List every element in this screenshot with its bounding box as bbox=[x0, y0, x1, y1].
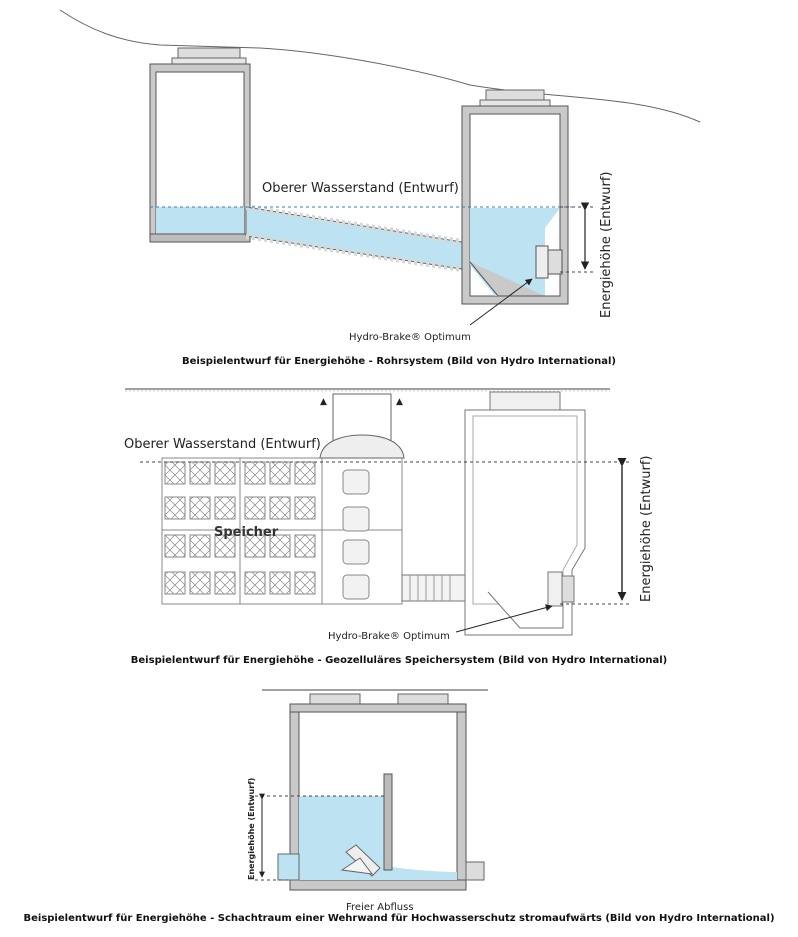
control-chamber bbox=[465, 392, 585, 635]
svg-text:▲: ▲ bbox=[320, 397, 327, 407]
svg-text:▲: ▲ bbox=[396, 397, 403, 407]
caption-weir-wall: Beispielentwurf für Energiehöhe - Schachtraum einer Wehrwand für Hochwasserschutz stromaufwärts (Bild von Hydro International) bbox=[23, 913, 775, 924]
energy-head-label: Energiehöhe (Entwurf) bbox=[639, 455, 654, 602]
storage-label: Speicher bbox=[214, 525, 279, 540]
outlet-pipe bbox=[402, 575, 472, 601]
water-level-label: Oberer Wasserstand (Entwurf) bbox=[262, 181, 459, 196]
caption-storage-system: Beispielentwurf für Energiehöhe - Geozelluläres Speichersystem (Bild von Hydro International) bbox=[130, 655, 668, 666]
caption-pipe-system: Beispielentwurf für Energiehöhe - Rohrsystem (Bild von Hydro International) bbox=[182, 356, 616, 367]
left-manhole bbox=[150, 48, 250, 242]
geocellular-storage-diagram bbox=[0, 380, 798, 650]
weir-wall-chamber-diagram bbox=[0, 680, 798, 915]
access-shaft bbox=[320, 394, 404, 458]
weir-chamber bbox=[278, 694, 484, 890]
energy-head-label: Energiehöhe (Entwurf) bbox=[247, 777, 256, 880]
device-label: Hydro-Brake® Optimum bbox=[328, 631, 450, 642]
connecting-pipe bbox=[246, 207, 468, 270]
water-level-label: Oberer Wasserstand (Entwurf) bbox=[124, 437, 321, 452]
right-chamber bbox=[462, 90, 568, 304]
outlet-label: Freier Abfluss bbox=[346, 902, 414, 913]
device-label: Hydro-Brake® Optimum bbox=[349, 332, 471, 343]
pipe-system-diagram bbox=[0, 0, 798, 350]
energy-head-label: Energiehöhe (Entwurf) bbox=[599, 171, 614, 318]
storage-crates bbox=[162, 458, 402, 604]
